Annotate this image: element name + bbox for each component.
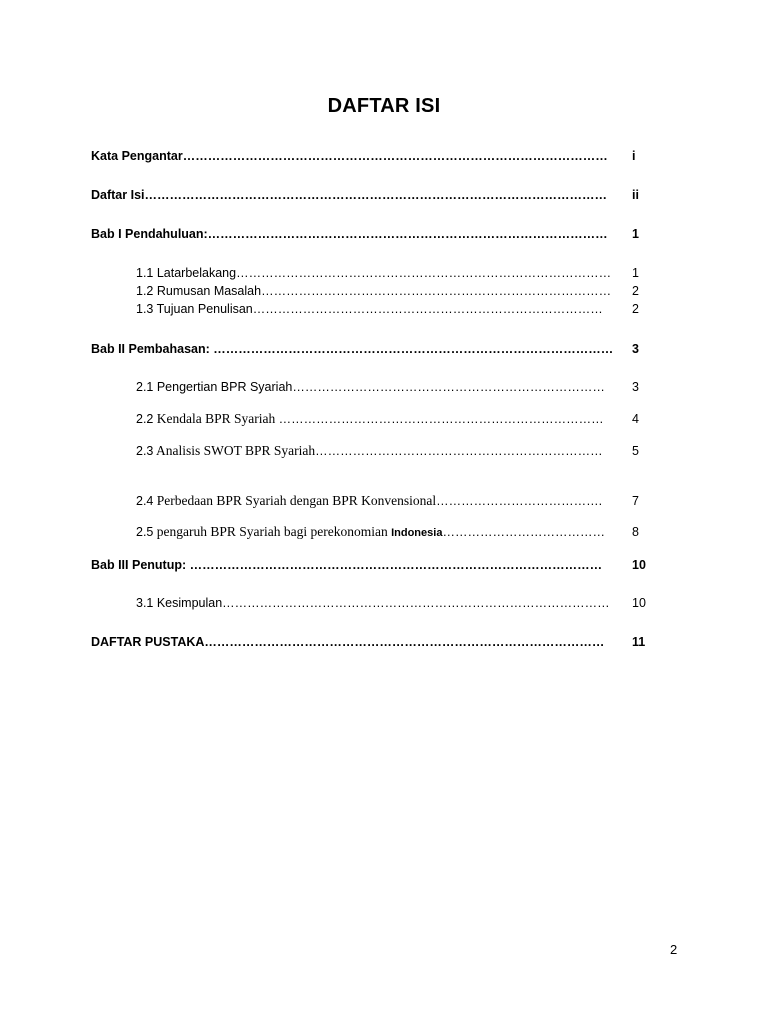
toc-leader-dots: ……………………………………………………………………: [278, 412, 604, 426]
toc-label: 1.2 Rumusan Masalah…………………………………………………………………………: [136, 284, 612, 298]
toc-leader-dots: ……………………………………………………………: [315, 444, 603, 458]
toc-section-number: 2.4: [136, 494, 154, 508]
page-title: DAFTAR ISI: [327, 95, 441, 117]
toc-label: DAFTAR PUSTAKA……………………………………………………………………………………: [91, 635, 605, 649]
toc-label: [136, 523, 605, 542]
toc-section-title: Perbedaan BPR Syariah dengan BPR Konvensional: [153, 493, 437, 508]
toc-label: [136, 442, 603, 460]
toc-page-number: 11: [632, 635, 646, 649]
toc-entry-bab-3: [0, 556, 768, 574]
toc-label: 2.1 Pengertian BPR Syariah…………………………………………………………………: [136, 380, 605, 394]
toc-page-number: 3: [632, 342, 639, 356]
toc-label: 3.1 Kesimpulan…………………………………………………………………………………: [136, 596, 610, 610]
toc-label: 1.1 Latarbelakang………………………………………………………………………………: [136, 266, 612, 280]
toc-entry-1-3: [0, 300, 768, 318]
toc-page-number: 2: [632, 302, 639, 316]
toc-entry-daftar-isi: [0, 186, 768, 204]
toc-label: 1.3 Tujuan Penulisan…………………………………………………………………………: [136, 302, 603, 316]
toc-page-number: 10: [632, 596, 646, 610]
toc-entry-kata-pengantar: [0, 147, 768, 165]
toc-entry-3-1: [0, 594, 768, 612]
toc-section-title: Analisis SWOT BPR Syariah: [153, 443, 316, 458]
toc-page-number: 8: [632, 525, 639, 539]
toc-entry-bab-1: [0, 225, 768, 243]
toc-page-number: 5: [632, 444, 639, 458]
toc-section-number: 2.5: [136, 525, 154, 539]
toc-page-number: 2: [632, 284, 639, 298]
toc-section-title: pengaruh BPR Syariah bagi perekonomian: [153, 524, 392, 539]
toc-page-number: 1: [632, 266, 639, 280]
toc-page-number: ii: [632, 188, 639, 202]
toc-entry-1-2: [0, 282, 768, 300]
toc-leader-dots: …………………………………: [442, 525, 605, 539]
toc-page-number: i: [632, 149, 636, 163]
toc-page-number: 10: [632, 558, 646, 572]
toc-entry-2-2: [0, 410, 768, 428]
toc-section-number: 2.3: [136, 444, 154, 458]
toc-label: Bab II Pembahasan: ……………………………………………………………………………………: [91, 342, 614, 356]
toc-page-number: 1: [632, 227, 639, 241]
toc-label: [136, 410, 604, 428]
toc-entry-2-3: [0, 442, 768, 460]
toc-section-title-extra: Indonesia: [391, 527, 443, 539]
toc-label: Bab III Penutup: ………………………………………………………………………………………: [91, 558, 603, 572]
toc-page-number: 3: [632, 380, 639, 394]
toc-page-number: 4: [632, 412, 639, 426]
toc-label: Daftar Isi…………………………………………………………………………………………………: [91, 188, 607, 202]
toc-leader-dots: ………………………………….: [436, 494, 603, 508]
toc-entry-daftar-pustaka: [0, 633, 768, 651]
toc-page-number: 7: [632, 494, 639, 508]
toc-entry-1-1: [0, 264, 768, 282]
footer-page-number: 2: [670, 942, 678, 957]
toc-entry-bab-2: [0, 340, 768, 358]
toc-entry-2-4: [0, 492, 768, 510]
toc-label: Bab I Pendahuluan:……………………………………………………………………………………: [91, 227, 608, 241]
toc-entry-2-5: [0, 523, 768, 541]
toc-section-number: 2.2: [136, 412, 154, 426]
toc-section-title: Kendala BPR Syariah: [153, 411, 279, 426]
toc-entry-2-1: [0, 378, 768, 396]
toc-label: Kata Pengantar…………………………………………………………………………………………: [91, 149, 608, 163]
toc-label: [136, 492, 602, 510]
